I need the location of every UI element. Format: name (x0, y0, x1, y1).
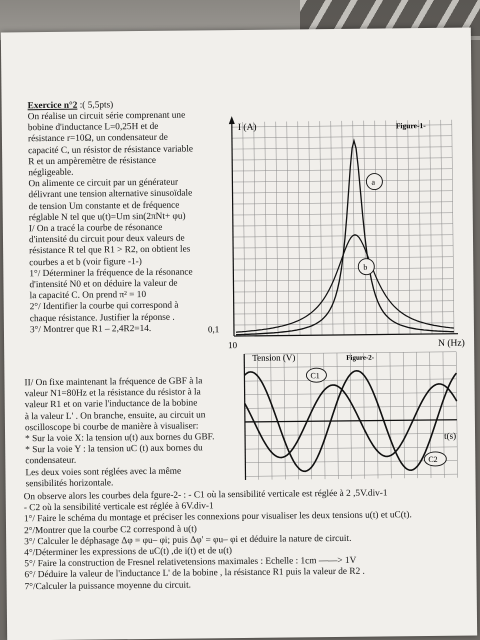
part1-line: de tension Um constante et de fréquence (28, 200, 180, 212)
question-line: - C2 où la sensibilité verticale est réglée à 6V.div-1 (23, 501, 214, 514)
part1-line: délivrant une tension alternative sinusoïdale (28, 188, 193, 201)
part1-line: 1°/ Déterminer la fréquence de la résonance (29, 267, 193, 280)
fig1-caption: Figure-1- (395, 121, 426, 131)
part1-line: capacité C, un résistor de résistance variable (28, 144, 194, 156)
question-line: 5°/ Faire la construction de Fresnel relativetensions maximales : Echelle : 1cm ——> 1V (24, 556, 357, 570)
exercise-sheet (1, 28, 477, 640)
part2-line: à la valeur L' . On branche, ensuite, au circuit un (24, 409, 206, 422)
questions-text (24, 488, 473, 594)
part2-line: * Sur la voie X: la tension u(t) aux bornes du GBF. (25, 432, 215, 445)
part1-line: réglable N tel que u(t)=Um sin(2πNt+ φu) (28, 211, 186, 224)
part2-line: II/ On fixe maintenant la fréquence de GBF à la (24, 376, 203, 389)
part1-line: d'intensité du circuit pour deux valeurs de (28, 233, 185, 246)
part1-line: 2°/ Identifier la courbe qui correspond à (29, 301, 179, 313)
part1-line: 3°/ Montrer que R1 – 2,4R2=14. (29, 323, 152, 336)
question-line: 3°/ Calculer le déphasage Δφ = φu– φi; puis Δφ' = φu– φi et déduire la nature de circuit. (24, 533, 352, 548)
part1-line: la capacité C. On prend π² = 10 (29, 290, 147, 302)
fig2-x-axis-label: t(s) (444, 430, 457, 441)
curve-b-label: b (363, 262, 368, 272)
part2-line: condensateur. (25, 456, 77, 467)
fig1-x-tick: 10 (228, 340, 238, 351)
part1-line: chaque résistance. Justifier la réponse . (29, 312, 175, 324)
part1-line: On alimente ce circuit par un générateur (28, 177, 179, 190)
question-line: 4°/Déterminer les expressions de uC(t) ,de i(t) et de u(t) (24, 546, 232, 559)
fig1-y-axis-label: I (A) (237, 122, 257, 134)
part1-line: résistance r=10Ω, un condensateur de (27, 133, 168, 145)
part1-line: bobine d'inductance L=0,25H et de (27, 122, 159, 134)
question-line: 1°/ Faire le schéma du montage et préciser les connexions pour visualiser les deux tensions u(t) et uC(t). (23, 510, 412, 525)
question-line: 2°/Montrer que la courbe C2 correspond à u(t) (23, 524, 197, 536)
figure-1-resonance (207, 112, 468, 355)
part2-line: valeur R1 et on varie l'inductance de la bobine (24, 398, 198, 411)
figure-2-oscilloscope (236, 348, 473, 484)
fig1-y-tick: 0,1 (207, 324, 220, 335)
part1-line: résistance R tel que R1 > R2, on obtient les (29, 244, 191, 257)
fig2-caption: Figure-2- (346, 353, 375, 362)
part1-line: I/ On a tracé la courbe de résonance (28, 222, 163, 235)
part1-line: R et un ampèremètre de résistance (28, 155, 157, 168)
part1-line: d'intensité N0 et on déduire la valeur de (29, 278, 178, 291)
part2-line: Les deux voies sont réglées avec la même (25, 466, 182, 478)
fig2-y-axis-label: Tension (V) (252, 352, 296, 363)
part2-line: oscilloscope bi courbe de manière à visualiser: (24, 421, 199, 434)
part2-text (24, 376, 255, 490)
curve-c2-label: C2 (428, 454, 438, 465)
part2-line: valeur N1=80Hz et la résistance du résistor à la (24, 387, 201, 400)
part1-line: courbes a et b (voir figure -1-) (29, 256, 142, 268)
question-line: 6°/ Déduire la valeur de l'inductance L' de la bobine , la résistance R1 puis la valeur de R2 . (24, 567, 365, 581)
curve-c1-label: C1 (310, 371, 320, 381)
part1-line: On réalise un circuit série comprenant une (27, 110, 186, 123)
part2-line: * Sur la voie Y : la tension uC (t) aux bornes du (25, 443, 203, 456)
exercise-points: :( 5,5pts) (79, 100, 114, 111)
part1-text (28, 110, 230, 336)
part2-line: sensibilités horizontale. (25, 478, 114, 490)
fig1-x-axis-label: N (Hz) (438, 338, 465, 349)
question-line: 7°/Calculer la puissance moyenne du circuit. (24, 580, 192, 592)
part1-line: négligeable. (28, 167, 74, 179)
exercise-title: Exercice n°2 (27, 100, 78, 112)
curve-a-label: a (371, 177, 376, 187)
question-line: On observe alors les courbes dela fgure-2- : - C1 où la sensibilité verticale est réglée à 2 ,5V.div-1 (23, 488, 388, 503)
